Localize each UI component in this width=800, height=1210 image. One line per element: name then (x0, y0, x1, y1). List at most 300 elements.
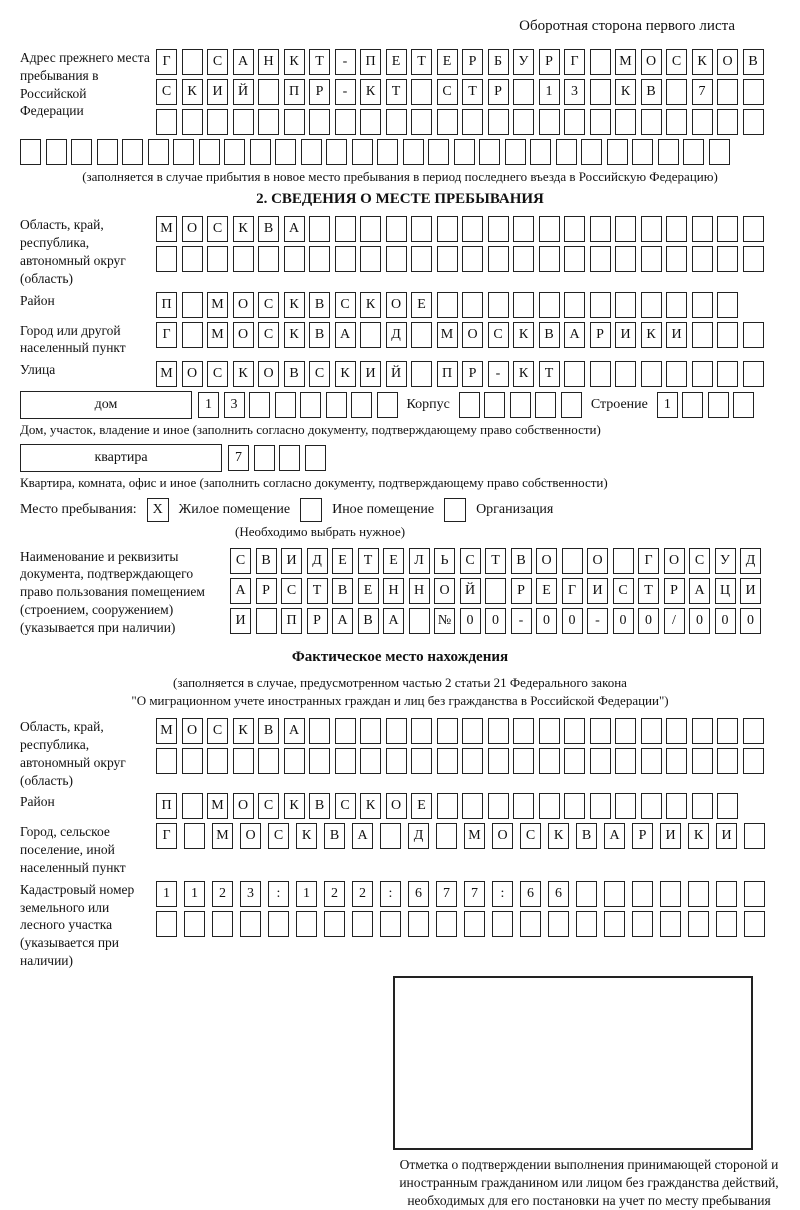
char-cell[interactable]: М (156, 216, 177, 242)
char-cell[interactable] (335, 246, 356, 272)
char-cell[interactable] (309, 748, 330, 774)
char-cell[interactable]: А (332, 608, 353, 634)
char-cell[interactable]: О (233, 292, 254, 318)
char-cell[interactable]: Н (409, 578, 430, 604)
char-cell[interactable]: С (613, 578, 634, 604)
char-cell[interactable] (250, 139, 271, 165)
char-cell[interactable] (326, 139, 347, 165)
char-cell[interactable] (510, 392, 531, 418)
char-cell[interactable] (564, 718, 585, 744)
char-cell[interactable] (156, 748, 177, 774)
char-cell[interactable]: В (539, 322, 560, 348)
char-cell[interactable] (485, 578, 506, 604)
char-cell[interactable]: 0 (689, 608, 710, 634)
char-cell[interactable]: К (360, 793, 381, 819)
char-cell[interactable]: - (511, 608, 532, 634)
char-cell[interactable] (615, 216, 636, 242)
char-cell[interactable]: М (207, 793, 228, 819)
char-cell[interactable] (716, 881, 737, 907)
char-cell[interactable]: 1 (184, 881, 205, 907)
char-cell[interactable] (513, 292, 534, 318)
char-cell[interactable] (335, 748, 356, 774)
char-cell[interactable]: К (233, 361, 254, 387)
char-cell[interactable] (615, 748, 636, 774)
char-cell[interactable] (97, 139, 118, 165)
char-cell[interactable] (488, 718, 509, 744)
char-cell[interactable] (488, 748, 509, 774)
char-cell[interactable] (666, 292, 687, 318)
char-cell[interactable]: К (688, 823, 709, 849)
char-cell[interactable] (386, 246, 407, 272)
char-cell[interactable] (71, 139, 92, 165)
char-cell[interactable] (692, 718, 713, 744)
char-cell[interactable]: В (309, 793, 330, 819)
char-cell[interactable] (615, 246, 636, 272)
char-cell[interactable] (615, 109, 636, 135)
char-cell[interactable]: С (230, 548, 251, 574)
char-cell[interactable]: К (513, 322, 534, 348)
char-cell[interactable] (462, 793, 483, 819)
char-cell[interactable]: В (256, 548, 277, 574)
char-cell[interactable] (437, 793, 458, 819)
char-cell[interactable] (615, 793, 636, 819)
char-cell[interactable] (492, 911, 513, 937)
char-cell[interactable]: 0 (613, 608, 634, 634)
char-cell[interactable]: 0 (562, 608, 583, 634)
char-cell[interactable]: Р (488, 79, 509, 105)
char-cell[interactable]: 7 (464, 881, 485, 907)
char-cell[interactable]: - (587, 608, 608, 634)
char-cell[interactable] (744, 911, 765, 937)
char-cell[interactable]: А (284, 718, 305, 744)
char-cell[interactable]: М (437, 322, 458, 348)
char-cell[interactable] (488, 292, 509, 318)
char-cell[interactable]: С (268, 823, 289, 849)
char-cell[interactable]: В (309, 322, 330, 348)
char-cell[interactable] (411, 718, 432, 744)
char-cell[interactable]: К (284, 292, 305, 318)
char-cell[interactable] (352, 911, 373, 937)
char-cell[interactable]: О (717, 49, 738, 75)
char-cell[interactable] (564, 292, 585, 318)
char-cell[interactable] (182, 322, 203, 348)
char-cell[interactable] (182, 109, 203, 135)
char-cell[interactable] (615, 361, 636, 387)
char-cell[interactable]: У (715, 548, 736, 574)
char-cell[interactable] (275, 392, 296, 418)
char-cell[interactable] (513, 748, 534, 774)
char-cell[interactable]: О (386, 292, 407, 318)
char-cell[interactable] (351, 392, 372, 418)
char-cell[interactable] (590, 79, 611, 105)
char-cell[interactable] (233, 748, 254, 774)
char-cell[interactable]: А (689, 578, 710, 604)
char-cell[interactable]: В (332, 578, 353, 604)
char-cell[interactable]: 7 (228, 445, 249, 471)
char-cell[interactable] (488, 793, 509, 819)
char-cell[interactable]: А (564, 322, 585, 348)
char-cell[interactable] (564, 216, 585, 242)
char-cell[interactable] (581, 139, 602, 165)
char-cell[interactable]: 3 (240, 881, 261, 907)
char-cell[interactable] (428, 139, 449, 165)
char-cell[interactable]: Т (358, 548, 379, 574)
char-cell[interactable]: В (284, 361, 305, 387)
char-cell[interactable] (708, 392, 729, 418)
char-cell[interactable] (743, 79, 764, 105)
char-cell[interactable] (561, 392, 582, 418)
char-cell[interactable] (564, 246, 585, 272)
char-cell[interactable] (562, 548, 583, 574)
char-cell[interactable] (360, 718, 381, 744)
char-cell[interactable]: № (434, 608, 455, 634)
char-cell[interactable]: 6 (548, 881, 569, 907)
char-cell[interactable]: Р (462, 361, 483, 387)
char-cell[interactable] (411, 246, 432, 272)
char-cell[interactable]: С (689, 548, 710, 574)
char-cell[interactable] (46, 139, 67, 165)
char-cell[interactable]: И (207, 79, 228, 105)
char-cell[interactable] (717, 748, 738, 774)
char-cell[interactable]: О (240, 823, 261, 849)
char-cell[interactable]: Т (462, 79, 483, 105)
char-cell[interactable] (184, 911, 205, 937)
house-type-box[interactable]: дом (20, 391, 192, 419)
char-cell[interactable] (632, 139, 653, 165)
char-cell[interactable]: Р (590, 322, 611, 348)
char-cell[interactable] (462, 216, 483, 242)
stay-option-residential-checkbox[interactable]: X (147, 498, 169, 522)
char-cell[interactable]: 0 (740, 608, 761, 634)
char-cell[interactable]: Е (536, 578, 557, 604)
char-cell[interactable]: В (743, 49, 764, 75)
char-cell[interactable]: Л (409, 548, 430, 574)
char-cell[interactable]: К (335, 361, 356, 387)
char-cell[interactable] (437, 292, 458, 318)
char-cell[interactable] (688, 911, 709, 937)
stay-option-other-checkbox[interactable] (300, 498, 322, 522)
char-cell[interactable] (386, 216, 407, 242)
char-cell[interactable] (692, 246, 713, 272)
char-cell[interactable]: П (156, 793, 177, 819)
char-cell[interactable] (268, 911, 289, 937)
char-cell[interactable]: С (335, 793, 356, 819)
char-cell[interactable]: О (233, 793, 254, 819)
char-cell[interactable] (535, 392, 556, 418)
char-cell[interactable] (377, 139, 398, 165)
char-cell[interactable]: - (488, 361, 509, 387)
char-cell[interactable] (207, 748, 228, 774)
char-cell[interactable]: П (437, 361, 458, 387)
char-cell[interactable]: Е (383, 548, 404, 574)
char-cell[interactable] (258, 246, 279, 272)
char-cell[interactable]: Н (258, 49, 279, 75)
char-cell[interactable] (590, 216, 611, 242)
char-cell[interactable] (360, 322, 381, 348)
char-cell[interactable]: Р (256, 578, 277, 604)
char-cell[interactable]: Т (638, 578, 659, 604)
char-cell[interactable] (462, 246, 483, 272)
char-cell[interactable] (156, 911, 177, 937)
char-cell[interactable] (326, 392, 347, 418)
char-cell[interactable] (513, 79, 534, 105)
char-cell[interactable]: С (207, 49, 228, 75)
char-cell[interactable] (641, 748, 662, 774)
char-cell[interactable] (590, 246, 611, 272)
char-cell[interactable] (615, 718, 636, 744)
char-cell[interactable] (539, 793, 560, 819)
char-cell[interactable] (335, 216, 356, 242)
char-cell[interactable]: Ь (434, 548, 455, 574)
char-cell[interactable] (411, 79, 432, 105)
char-cell[interactable] (182, 292, 203, 318)
char-cell[interactable]: П (156, 292, 177, 318)
char-cell[interactable] (300, 392, 321, 418)
char-cell[interactable] (692, 361, 713, 387)
char-cell[interactable]: Й (460, 578, 481, 604)
char-cell[interactable] (717, 216, 738, 242)
char-cell[interactable] (666, 216, 687, 242)
char-cell[interactable] (411, 322, 432, 348)
char-cell[interactable]: 3 (564, 79, 585, 105)
char-cell[interactable] (641, 109, 662, 135)
char-cell[interactable]: 6 (408, 881, 429, 907)
char-cell[interactable]: Ц (715, 578, 736, 604)
char-cell[interactable]: К (182, 79, 203, 105)
char-cell[interactable]: В (641, 79, 662, 105)
char-cell[interactable]: 0 (715, 608, 736, 634)
char-cell[interactable]: О (641, 49, 662, 75)
char-cell[interactable]: М (212, 823, 233, 849)
char-cell[interactable]: / (664, 608, 685, 634)
char-cell[interactable] (590, 292, 611, 318)
char-cell[interactable]: В (511, 548, 532, 574)
char-cell[interactable] (520, 911, 541, 937)
char-cell[interactable]: К (296, 823, 317, 849)
char-cell[interactable]: Е (411, 793, 432, 819)
char-cell[interactable] (284, 246, 305, 272)
char-cell[interactable] (641, 718, 662, 744)
char-cell[interactable] (437, 109, 458, 135)
char-cell[interactable]: К (641, 322, 662, 348)
char-cell[interactable] (479, 139, 500, 165)
char-cell[interactable] (717, 361, 738, 387)
char-cell[interactable] (666, 109, 687, 135)
char-cell[interactable] (709, 139, 730, 165)
char-cell[interactable]: С (207, 216, 228, 242)
char-cell[interactable] (556, 139, 577, 165)
char-cell[interactable] (462, 718, 483, 744)
char-cell[interactable]: О (492, 823, 513, 849)
char-cell[interactable] (513, 718, 534, 744)
char-cell[interactable] (743, 748, 764, 774)
char-cell[interactable] (564, 109, 585, 135)
char-cell[interactable] (437, 748, 458, 774)
char-cell[interactable]: Б (488, 49, 509, 75)
char-cell[interactable] (275, 139, 296, 165)
char-cell[interactable] (122, 139, 143, 165)
char-cell[interactable]: И (660, 823, 681, 849)
char-cell[interactable] (717, 322, 738, 348)
char-cell[interactable] (576, 911, 597, 937)
char-cell[interactable] (666, 748, 687, 774)
char-cell[interactable] (386, 748, 407, 774)
char-cell[interactable] (590, 361, 611, 387)
char-cell[interactable]: И (360, 361, 381, 387)
char-cell[interactable] (462, 748, 483, 774)
char-cell[interactable] (360, 748, 381, 774)
char-cell[interactable] (613, 548, 634, 574)
char-cell[interactable] (284, 748, 305, 774)
char-cell[interactable]: И (740, 578, 761, 604)
char-cell[interactable] (488, 109, 509, 135)
char-cell[interactable] (20, 139, 41, 165)
char-cell[interactable] (666, 361, 687, 387)
char-cell[interactable] (590, 49, 611, 75)
char-cell[interactable] (658, 139, 679, 165)
char-cell[interactable]: С (488, 322, 509, 348)
char-cell[interactable]: А (335, 322, 356, 348)
char-cell[interactable] (717, 109, 738, 135)
char-cell[interactable]: О (462, 322, 483, 348)
char-cell[interactable] (301, 139, 322, 165)
char-cell[interactable] (539, 246, 560, 272)
char-cell[interactable] (539, 216, 560, 242)
char-cell[interactable]: С (258, 793, 279, 819)
char-cell[interactable] (564, 748, 585, 774)
char-cell[interactable] (296, 911, 317, 937)
char-cell[interactable] (666, 79, 687, 105)
char-cell[interactable] (335, 718, 356, 744)
char-cell[interactable] (258, 109, 279, 135)
char-cell[interactable]: Т (485, 548, 506, 574)
char-cell[interactable]: 0 (638, 608, 659, 634)
char-cell[interactable]: Р (632, 823, 653, 849)
char-cell[interactable] (488, 216, 509, 242)
char-cell[interactable] (199, 139, 220, 165)
char-cell[interactable]: 1 (198, 392, 219, 418)
char-cell[interactable]: К (233, 216, 254, 242)
char-cell[interactable]: С (666, 49, 687, 75)
char-cell[interactable] (360, 109, 381, 135)
char-cell[interactable] (386, 109, 407, 135)
char-cell[interactable]: К (233, 718, 254, 744)
char-cell[interactable] (539, 718, 560, 744)
char-cell[interactable] (182, 246, 203, 272)
char-cell[interactable] (233, 109, 254, 135)
char-cell[interactable] (666, 718, 687, 744)
char-cell[interactable] (632, 911, 653, 937)
char-cell[interactable] (683, 139, 704, 165)
char-cell[interactable]: А (233, 49, 254, 75)
char-cell[interactable] (607, 139, 628, 165)
char-cell[interactable]: И (716, 823, 737, 849)
char-cell[interactable]: О (258, 361, 279, 387)
char-cell[interactable]: С (281, 578, 302, 604)
char-cell[interactable]: : (492, 881, 513, 907)
char-cell[interactable]: 2 (324, 881, 345, 907)
char-cell[interactable] (148, 139, 169, 165)
char-cell[interactable] (692, 748, 713, 774)
char-cell[interactable] (352, 139, 373, 165)
char-cell[interactable] (539, 109, 560, 135)
char-cell[interactable] (539, 292, 560, 318)
char-cell[interactable]: О (664, 548, 685, 574)
char-cell[interactable] (641, 246, 662, 272)
char-cell[interactable] (437, 246, 458, 272)
char-cell[interactable] (437, 216, 458, 242)
char-cell[interactable]: М (207, 292, 228, 318)
char-cell[interactable]: Е (437, 49, 458, 75)
char-cell[interactable] (309, 109, 330, 135)
char-cell[interactable] (454, 139, 475, 165)
char-cell[interactable]: К (615, 79, 636, 105)
char-cell[interactable]: А (284, 216, 305, 242)
char-cell[interactable] (360, 246, 381, 272)
char-cell[interactable]: С (258, 322, 279, 348)
char-cell[interactable] (513, 246, 534, 272)
char-cell[interactable] (743, 216, 764, 242)
char-cell[interactable] (437, 718, 458, 744)
char-cell[interactable]: Т (309, 49, 330, 75)
char-cell[interactable] (744, 881, 765, 907)
char-cell[interactable]: : (268, 881, 289, 907)
char-cell[interactable]: А (604, 823, 625, 849)
char-cell[interactable]: К (692, 49, 713, 75)
char-cell[interactable] (411, 216, 432, 242)
char-cell[interactable] (182, 793, 203, 819)
char-cell[interactable]: Г (156, 823, 177, 849)
char-cell[interactable]: 1 (539, 79, 560, 105)
char-cell[interactable]: К (360, 79, 381, 105)
char-cell[interactable]: В (258, 718, 279, 744)
char-cell[interactable] (604, 911, 625, 937)
char-cell[interactable]: Г (564, 49, 585, 75)
char-cell[interactable] (590, 109, 611, 135)
char-cell[interactable] (360, 216, 381, 242)
char-cell[interactable] (743, 109, 764, 135)
char-cell[interactable] (590, 793, 611, 819)
char-cell[interactable] (692, 292, 713, 318)
char-cell[interactable] (324, 911, 345, 937)
char-cell[interactable] (743, 718, 764, 744)
char-cell[interactable]: 1 (296, 881, 317, 907)
char-cell[interactable] (666, 246, 687, 272)
char-cell[interactable] (632, 881, 653, 907)
char-cell[interactable]: М (207, 322, 228, 348)
char-cell[interactable]: М (464, 823, 485, 849)
char-cell[interactable] (564, 361, 585, 387)
char-cell[interactable]: Г (562, 578, 583, 604)
char-cell[interactable]: К (284, 322, 305, 348)
char-cell[interactable] (284, 109, 305, 135)
char-cell[interactable] (380, 823, 401, 849)
char-cell[interactable]: Д (386, 322, 407, 348)
char-cell[interactable]: : (380, 881, 401, 907)
char-cell[interactable] (258, 748, 279, 774)
char-cell[interactable] (254, 445, 275, 471)
char-cell[interactable]: 2 (352, 881, 373, 907)
char-cell[interactable]: Й (233, 79, 254, 105)
char-cell[interactable] (488, 246, 509, 272)
char-cell[interactable]: Г (156, 322, 177, 348)
char-cell[interactable] (530, 139, 551, 165)
stay-option-organization-checkbox[interactable] (444, 498, 466, 522)
char-cell[interactable] (156, 246, 177, 272)
char-cell[interactable]: О (536, 548, 557, 574)
char-cell[interactable]: И (587, 578, 608, 604)
char-cell[interactable] (484, 392, 505, 418)
